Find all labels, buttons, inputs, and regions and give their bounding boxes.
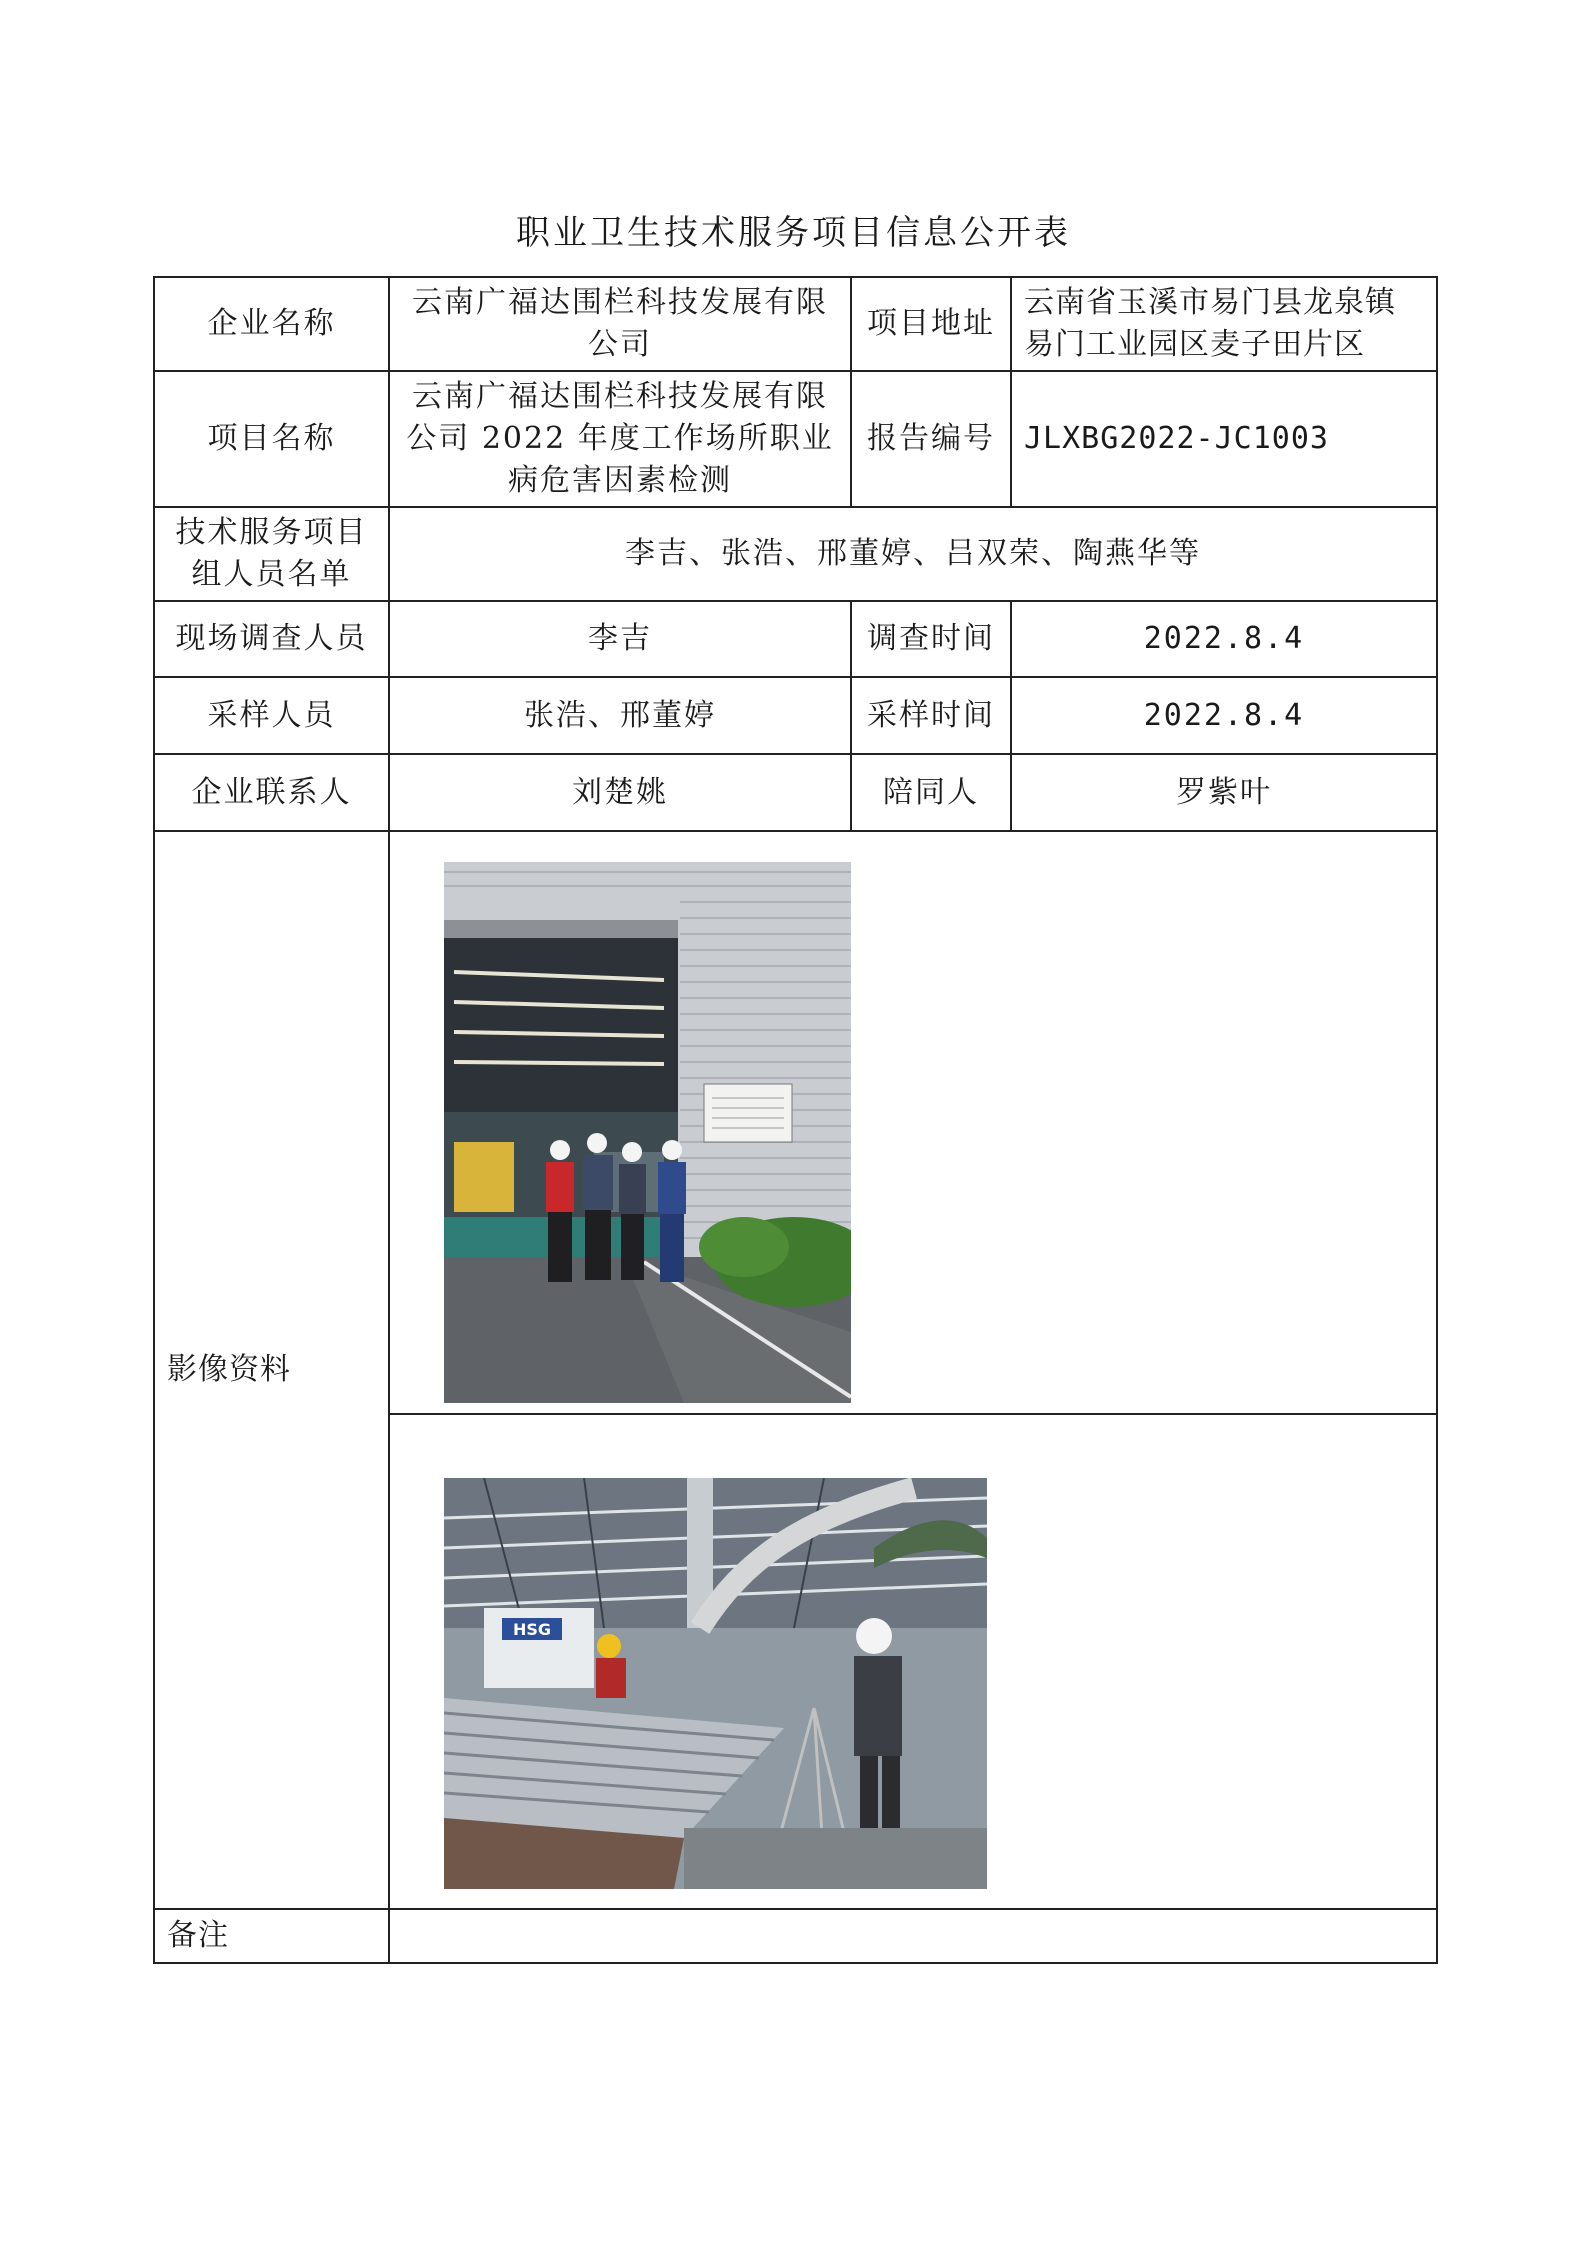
workshop-photo [444, 1478, 987, 1889]
team-members-value: 李吉、张浩、邢董婷、吕双荣、陶燕华等 [389, 507, 1437, 601]
table-row [154, 831, 1437, 1414]
sampling-staff-label: 采样人员 [154, 677, 389, 754]
survey-staff-label: 现场调查人员 [154, 601, 389, 677]
table-row [154, 277, 1437, 371]
table-row [154, 677, 1437, 754]
project-address-value: 云南省玉溪市易门县龙泉镇易门工业园区麦子田片区 [1011, 277, 1437, 371]
team-members-label: 技术服务项目组人员名单 [154, 507, 389, 601]
table-row [154, 601, 1437, 677]
images-label: 影像资料 [154, 831, 389, 1909]
sampling-time-label: 采样时间 [851, 677, 1011, 754]
survey-time-value: 2022.8.4 [1011, 601, 1437, 677]
photo-cell-1 [389, 831, 1437, 1414]
company-name-label: 企业名称 [154, 277, 389, 371]
project-name-value: 云南广福达围栏科技发展有限公司 2022 年度工作场所职业病危害因素检测 [389, 371, 851, 507]
page-title: 职业卫生技术服务项目信息公开表 [516, 213, 1071, 253]
survey-time-label: 调查时间 [851, 601, 1011, 677]
contact-label: 企业联系人 [154, 754, 389, 831]
workshop-photo-image [444, 1478, 987, 1889]
remarks-value [389, 1909, 1437, 1963]
remarks-label: 备注 [154, 1909, 389, 1963]
table-row [154, 507, 1437, 601]
photo-cell-2 [389, 1414, 1437, 1909]
table-row [154, 754, 1437, 831]
team-photo [444, 862, 851, 1403]
companion-value: 罗紫叶 [1011, 754, 1437, 831]
table-row [154, 371, 1437, 507]
sampling-time-value: 2022.8.4 [1011, 677, 1437, 754]
info-table [153, 276, 1438, 1964]
report-no-value: JLXBG2022-JC1003 [1011, 371, 1437, 507]
report-no-label: 报告编号 [851, 371, 1011, 507]
sampling-staff-value: 张浩、邢董婷 [389, 677, 851, 754]
companion-label: 陪同人 [851, 754, 1011, 831]
company-name-value: 云南广福达围栏科技发展有限公司 [389, 277, 851, 371]
project-address-label: 项目地址 [851, 277, 1011, 371]
machine-sign: HSG [512, 1619, 552, 1639]
team-photo-image [444, 862, 851, 1403]
contact-value: 刘楚姚 [389, 754, 851, 831]
survey-staff-value: 李吉 [389, 601, 851, 677]
table-row [154, 1909, 1437, 1963]
project-name-label: 项目名称 [154, 371, 389, 507]
